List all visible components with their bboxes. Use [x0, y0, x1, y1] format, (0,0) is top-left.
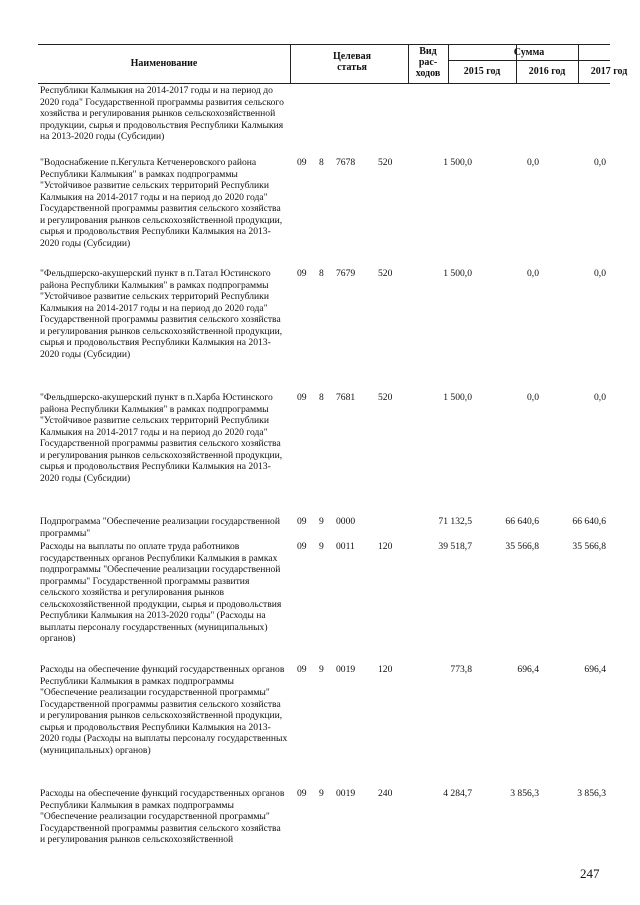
row-sp: 8: [319, 268, 324, 279]
row-gp: 09: [297, 392, 307, 403]
row-2017: 3 856,3: [577, 788, 606, 799]
row-sp: 9: [319, 664, 324, 675]
row-2015: 39 518,7: [438, 541, 472, 552]
row-name: "Фельдшерско-акушерский пункт в п.Харба Юстинского района Республики Калмыкия" в рамках подпрограммы "Устойчивое развитие сельских территорий Республики Калмыкия на 2014-2017 годы и на период до 2020 года" Государственной программы развития сельского хозяйства и регулирования рынков сельскохозяйственной продукции, сырья и продовольствия Республики Калмыкия на 2013-2020 годы (Субсидии): [40, 392, 283, 484]
row-2016: 0,0: [527, 392, 539, 403]
row-sp: 9: [319, 788, 324, 799]
row-2016: 35 566,8: [505, 541, 539, 552]
row-gp: 09: [297, 541, 307, 552]
row-2017: 35 566,8: [572, 541, 606, 552]
row-sp: 9: [319, 541, 324, 552]
table-header: [38, 44, 628, 84]
row-name: "Фельдшерско-акушерский пункт в п.Татал Юстинского района Республики Калмыкия" в рамках подпрограммы "Устойчивое развитие сельских территорий Республики Калмыкия на 2014-2017 годы и на период до 2020 года" Государственной программы развития сельского хозяйства и регулирования рынков сельскохозяйственной продукции, сырья и продовольствия Республики Калмыкия на 2013-2020 годы (Субсидии): [40, 268, 283, 360]
row-2016: 0,0: [527, 268, 539, 279]
row-name: Подпрограмма "Обеспечение реализации государственной программы": [40, 516, 280, 539]
header-kind: Вид рас-ходов: [415, 46, 441, 79]
row-kind: 520: [378, 157, 393, 168]
row-target: 7681: [336, 392, 356, 403]
row-name: Расходы на обеспечение функций государственных органов Республики Калмыкия в рамках подпрограммы "Обеспечение реализации государственной программы" Государственной программы развития сельского хозяйства и регулирования рынков сельскохозяйственной: [40, 788, 285, 845]
row-2016: 66 640,6: [505, 516, 539, 527]
row-name: Расходы на выплаты по оплате труда работников государственных органов Республики Калмыкия в рамках подпрограммы "Обеспечение реализации государственной программы" Государственной программы развития сельского хозяйства и регулирования рынков сельскохозяйственной продукции, сырья и продовольствия Республики Калмыкия на 2013-2020 годы" (Расходы на выплаты персоналу государственных (муниципальных) органов): [40, 541, 282, 644]
header-2015: 2015 год: [463, 66, 501, 77]
row-gp: 09: [297, 788, 307, 799]
header-name: Наименование: [130, 58, 198, 69]
row-2015: 4 284,7: [443, 788, 472, 799]
row-2016: 696,4: [517, 664, 539, 675]
row-target: 7678: [336, 157, 356, 168]
row-2015: 773,8: [450, 664, 472, 675]
row-gp: 09: [297, 664, 307, 675]
row-2017: 0,0: [594, 392, 606, 403]
row-2016: 0,0: [527, 157, 539, 168]
row-sp: 9: [319, 516, 324, 527]
row-kind: 240: [378, 788, 393, 799]
row-kind: 520: [378, 392, 393, 403]
row-kind: 120: [378, 541, 393, 552]
header-target: Целевая статья: [332, 51, 372, 73]
row-target: 0019: [336, 664, 356, 675]
row-target: 7679: [336, 268, 356, 279]
row-2017: 0,0: [594, 268, 606, 279]
row-2017: 0,0: [594, 157, 606, 168]
row-sp: 8: [319, 392, 324, 403]
row-kind: 120: [378, 664, 393, 675]
header-2016: 2016 год: [528, 66, 566, 77]
row-2016: 3 856,3: [510, 788, 539, 799]
row-2015: 1 500,0: [443, 268, 472, 279]
header-sum: Сумма: [513, 47, 545, 58]
row-name: Республики Калмыкия на 2014-2017 годы и на период до 2020 года" Государственной программы развития сельского хозяйства и регулирования рынков сельскохозяйственной продукции, сырья и продовольствия Республики Калмыкия на 2013-2020 годы (Субсидии): [40, 85, 284, 142]
row-kind: 520: [378, 268, 393, 279]
row-gp: 09: [297, 268, 307, 279]
row-gp: 09: [297, 157, 307, 168]
row-2015: 1 500,0: [443, 392, 472, 403]
row-gp: 09: [297, 516, 307, 527]
row-2017: 66 640,6: [572, 516, 606, 527]
page-number: 247: [580, 866, 600, 881]
row-2015: 71 132,5: [438, 516, 472, 527]
row-target: 0000: [336, 516, 356, 527]
header-2017: 2017 год: [590, 66, 628, 77]
row-2015: 1 500,0: [443, 157, 472, 168]
row-name: Расходы на обеспечение функций государственных органов Республики Калмыкия в рамках подпрограммы "Обеспечение реализации государственной программы" Государственной программы развития сельского хозяйства и регулирования рынков сельскохозяйственной продукции, сырья и продовольствия Республики Калмыкия на 2013-2020 годы (Расходы на выплаты персоналу государственных (муниципальных) органов): [40, 664, 288, 756]
row-sp: 8: [319, 157, 324, 168]
row-2017: 696,4: [584, 664, 606, 675]
row-name: "Водоснабжение п.Кегульта Кетченеровского района Республики Калмыкия" в рамках подпрограммы "Устойчивое развитие сельских территорий Республики Калмыкия на 2014-2017 годы и на период до 2020 года" Государственной программы развития сельского хозяйства и регулирования рынков сельскохозяйственной продукции, сырья и продовольствия Республики Калмыкия на 2013-2020 годы (Субсидии): [40, 157, 283, 249]
row-target: 0019: [336, 788, 356, 799]
row-target: 0011: [336, 541, 355, 552]
